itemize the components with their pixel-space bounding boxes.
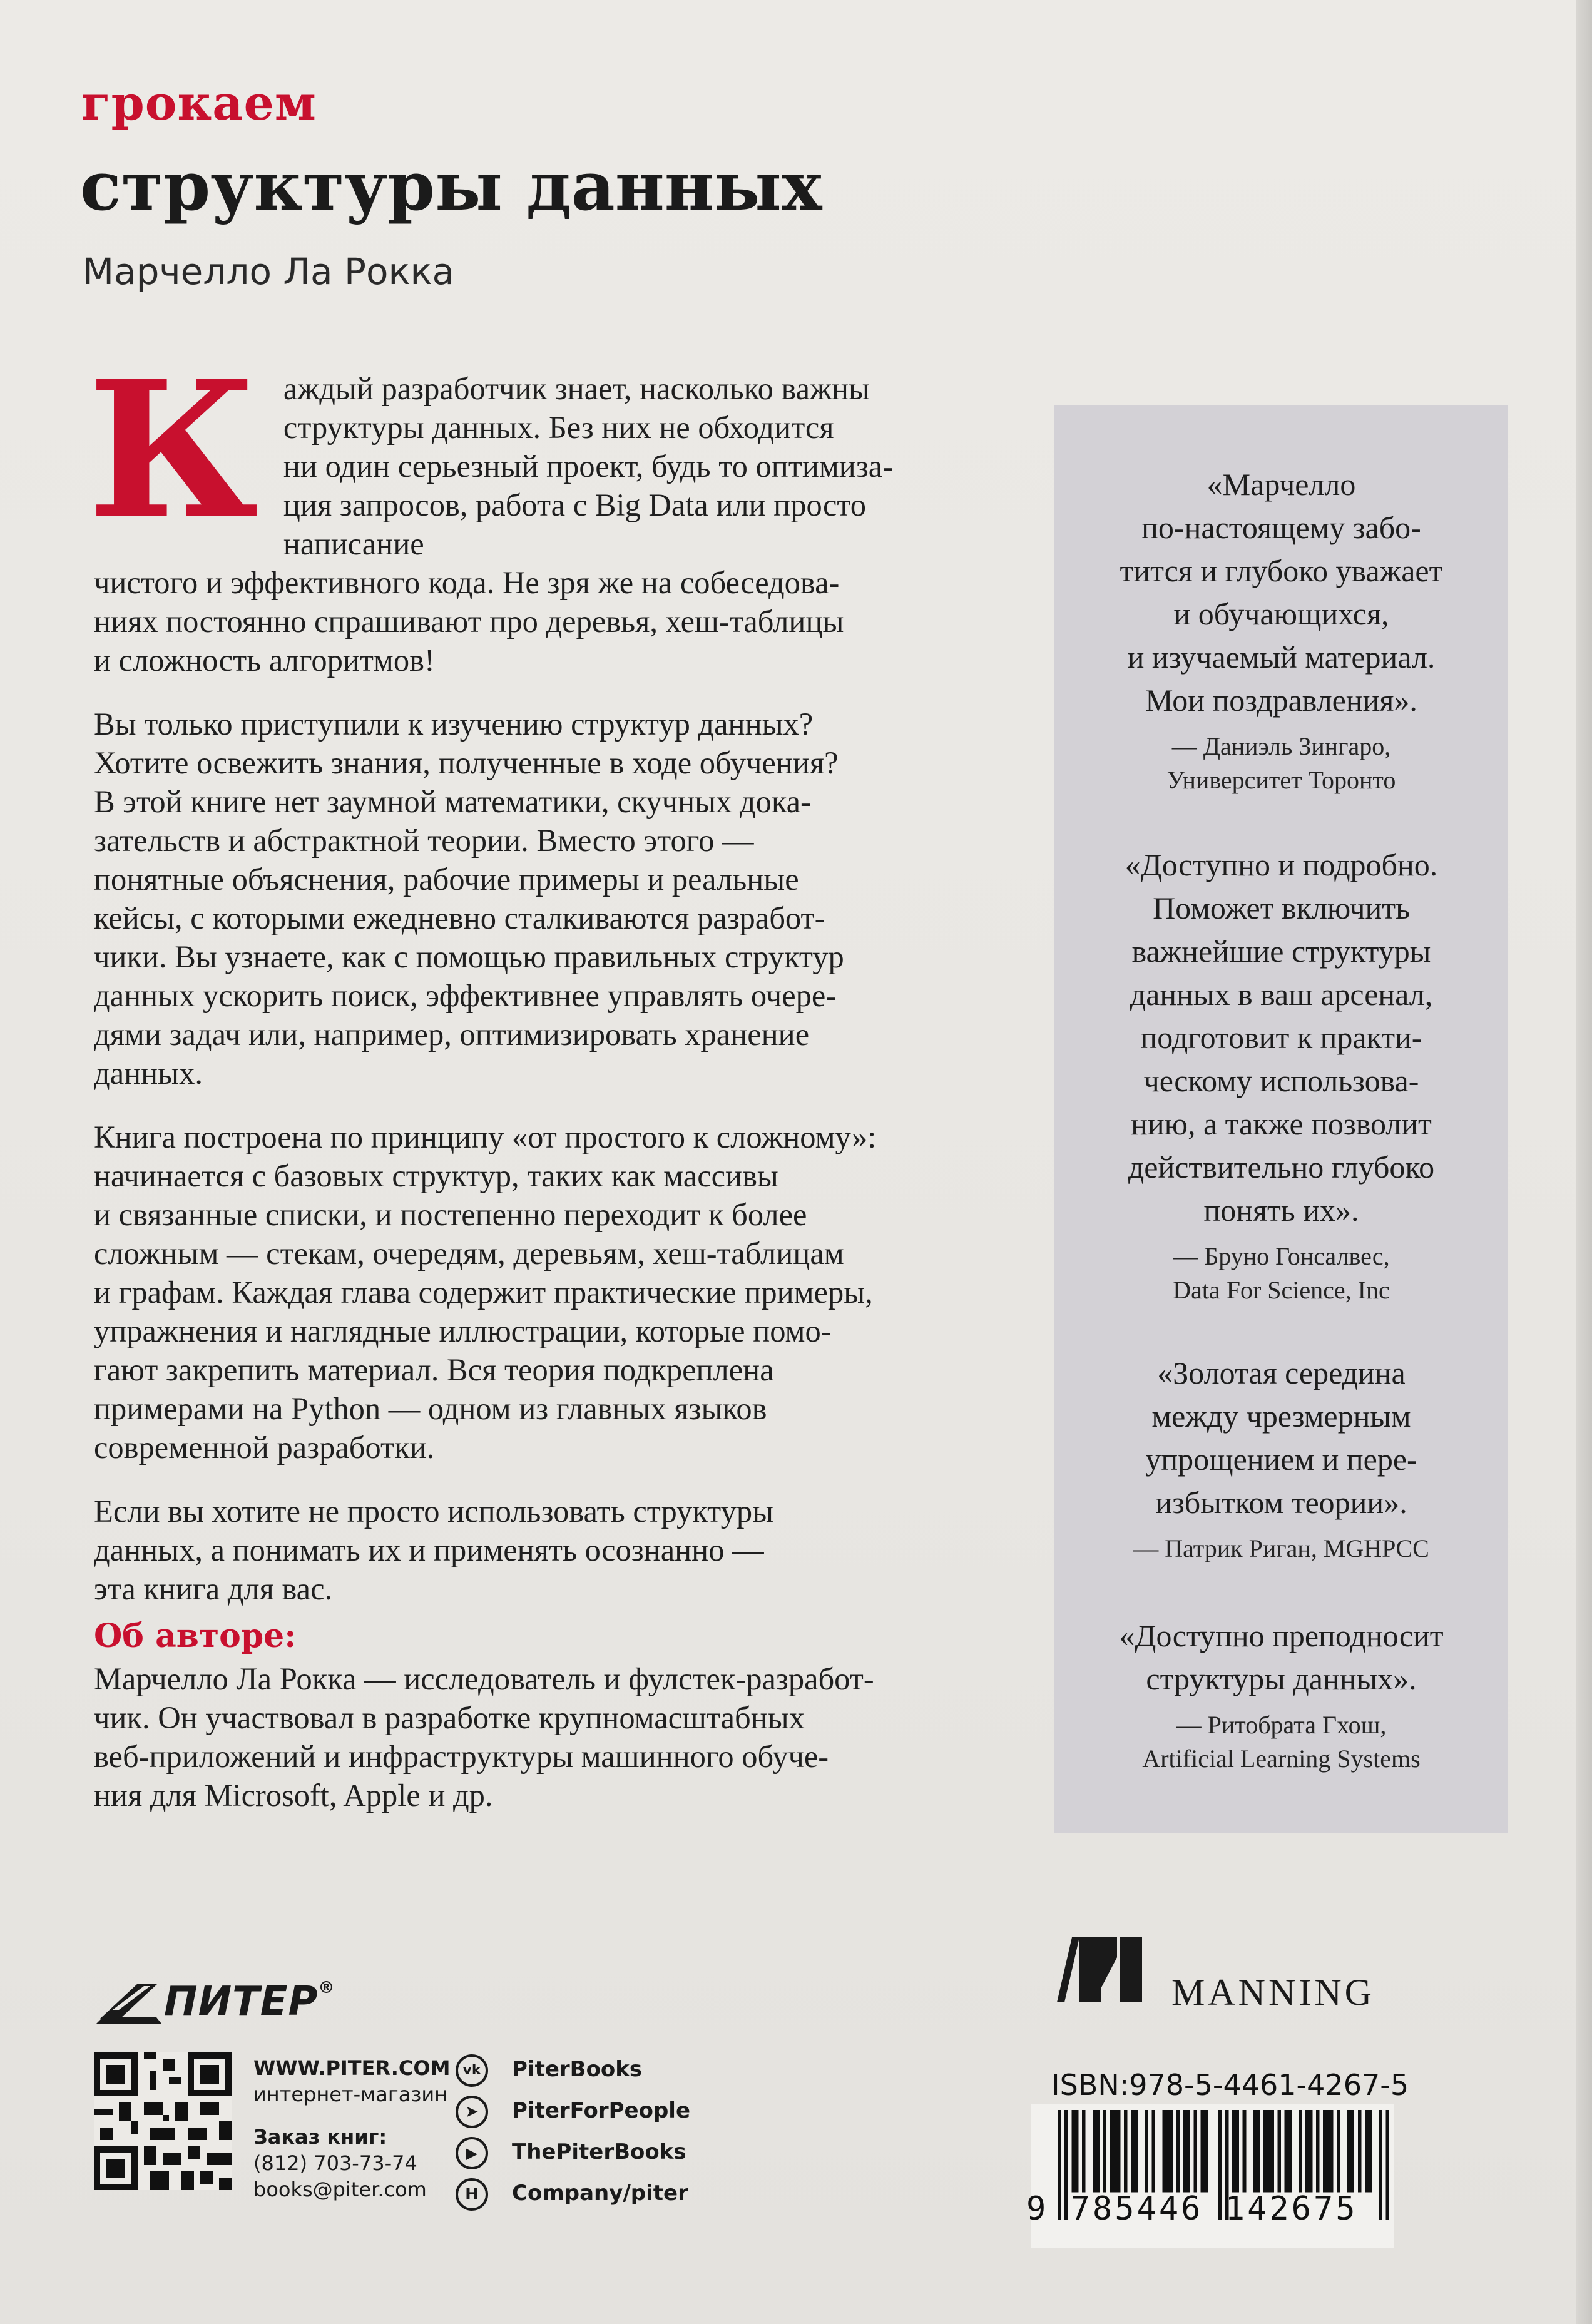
social-label: ThePiterBooks [512, 2139, 686, 2164]
quote-text [1054, 843, 1508, 1232]
play-icon: ▶ [456, 2137, 488, 2169]
quote-2 [1054, 843, 1508, 1307]
text-line: данных, а понимать их и применять осознанно — [94, 1532, 764, 1567]
quote-source [1054, 730, 1508, 797]
order-label: Заказ книг: [253, 2125, 387, 2149]
quote-source-line: — Ритобрата Гхош, [1176, 1711, 1387, 1739]
paragraph-3 [94, 1118, 982, 1467]
quote-line: понять их». [1203, 1193, 1359, 1228]
email-link[interactable]: books@piter.com [253, 2178, 427, 2201]
text-line: данных. [94, 1056, 203, 1091]
quote-line: «Доступно и подробно. [1125, 847, 1438, 882]
text-line: Марчелло Ла Рокка — исследователь и фулстек-разработ- [94, 1661, 874, 1696]
quote-1 [1054, 463, 1508, 797]
quote-line: и обучающихся, [1173, 596, 1389, 631]
telegram-icon: ➤ [456, 2096, 488, 2128]
text-line: дями задач или, например, оптимизировать хранение [94, 1017, 810, 1052]
quote-source [1054, 1532, 1508, 1566]
manning-name: MANNING [1171, 1972, 1375, 2013]
text-line: упражнения и наглядные иллюстрации, которые помо- [94, 1313, 832, 1348]
quote-line: между чрезмерным [1151, 1399, 1411, 1434]
website-link[interactable]: WWW.PITER.COM [253, 2056, 451, 2080]
isbn-label: ISBN:978-5-4461-4267-5 [1051, 2068, 1409, 2102]
text-line: начинается с базовых структур, таких как массивы [94, 1158, 778, 1193]
text-line: чистого и эффективного кода. Не зря же на собеседова- [94, 565, 840, 600]
text-line: В этой книге нет заумной математики, скучных дока- [94, 784, 811, 819]
quote-line: важнейшие структуры [1131, 934, 1431, 969]
text-line: кейсы, с которыми ежедневно сталкиваются разработ- [94, 900, 825, 935]
text-line: Если вы хотите не просто использовать структуры [94, 1494, 773, 1529]
quote-source-line: Университет Торонто [1166, 766, 1396, 794]
text-line: понятные объяснения, рабочие примеры и реальные [94, 862, 799, 897]
text-line: аждый разработчик знает, насколько важны [283, 371, 870, 406]
quote-source-line: Data For Science, Inc [1173, 1276, 1390, 1304]
quote-line: «Доступно преподносит [1119, 1618, 1444, 1653]
quote-source-line: Artificial Learning Systems [1142, 1745, 1421, 1773]
social-label: PiterBooks [512, 2057, 643, 2082]
quote-line: действительно глубоко [1128, 1149, 1435, 1185]
cover-edge [1576, 0, 1592, 2324]
quote-text [1054, 1352, 1508, 1524]
quote-3 [1054, 1352, 1508, 1566]
text-line: ниях постоянно спрашивают про деревья, хеш-таблицы [94, 604, 844, 639]
book-author: Марчелло Ла Рокка [83, 250, 455, 293]
text-line: и графам. Каждая глава содержит практичеcкие примеры, [94, 1275, 873, 1310]
book-title: структуры данных [80, 147, 822, 226]
text-line: гают закрепить материал. Вся теория подкреплена [94, 1352, 774, 1387]
registered-mark: ® [318, 1979, 335, 1997]
description [88, 339, 982, 1840]
quote-line: «Золотая середина [1157, 1355, 1406, 1390]
text-line: зательств и абстрактной теории. Вместо этого — [94, 823, 754, 858]
quotes-panel [1054, 405, 1508, 1833]
quote-line: по-настоящему забо- [1141, 510, 1421, 545]
habr-icon: H [456, 2178, 488, 2211]
social-label: Company/piter [512, 2181, 688, 2206]
paragraph-4 [94, 1492, 982, 1608]
quote-line: «Марчелло [1207, 467, 1356, 502]
text-line: Хотите освежить знания, полученные в ходе обучения? [94, 745, 839, 780]
manning-logo-icon [1054, 1932, 1155, 2007]
quote-line: ческому использова- [1143, 1063, 1419, 1098]
quote-text [1054, 1614, 1508, 1701]
text-line: Книга построена по принципу «от простого к сложному»: [94, 1119, 877, 1154]
text-line: веб-приложений и инфраструктуры машинного обуче- [94, 1739, 829, 1774]
quote-line: упрощением и пере- [1145, 1442, 1417, 1477]
qr-code-icon [94, 2052, 232, 2190]
publisher-name: ПИТЕР [164, 1979, 319, 2025]
text-line: ния для Microsoft, Apple и др. [94, 1778, 493, 1813]
drop-cap: К [88, 339, 258, 560]
about-author-text [94, 1659, 982, 1815]
text-line: чики. Вы узнаете, как с помощью правильных структур [94, 939, 844, 974]
website-caption: интернет-магазин [253, 2082, 448, 2106]
quote-line: подготовит к практи- [1140, 1020, 1422, 1055]
quote-line: избытком теории». [1155, 1485, 1407, 1520]
paragraph-2 [94, 705, 982, 1093]
phone-number: (812) 703-73-74 [253, 2151, 417, 2175]
quote-source-line: — Бруно Гонсалвес, [1173, 1242, 1390, 1270]
quote-source [1054, 1708, 1508, 1776]
quote-source-line: — Патрик Риган, MGHPCC [1133, 1534, 1429, 1562]
text-line: и сложность алгоритмов! [94, 643, 435, 678]
vk-icon: vk [456, 2054, 488, 2087]
piter-name [164, 1979, 335, 2025]
text-line: Вы только приступили к изучению структур данных? [94, 706, 814, 742]
quote-line: и изучаемый материал. [1127, 640, 1436, 675]
text-line: сложным — стекам, очередям, деревьям, хеш-таблицам [94, 1236, 844, 1271]
text-line: ция запросов, работа с Big Data или просто написание [283, 487, 867, 561]
text-line: эта книга для вас. [94, 1571, 333, 1606]
quote-line: нию, а также позволит [1131, 1106, 1432, 1141]
quote-line: Поможет включить [1153, 890, 1410, 925]
text-line: современной разработки. [94, 1430, 435, 1465]
quote-source [1054, 1240, 1508, 1307]
quote-source-line: — Даниэль Зингаро, [1171, 732, 1391, 760]
barcode-digits: 9 785446 142675 [1026, 2190, 1358, 2228]
social-label: PiterForPeople [512, 2098, 691, 2123]
contact-info [253, 2055, 450, 2203]
quote-text [1054, 463, 1508, 722]
about-author-heading: Об авторе: [94, 1617, 297, 1655]
text-line: ни один серьезный проект, будь то оптимиза- [283, 449, 894, 484]
quote-line: структуры данных». [1146, 1661, 1417, 1696]
quote-line: Мои поздравления». [1145, 683, 1417, 718]
quote-line: тится и глубоко уважает [1120, 553, 1443, 588]
series-title: грокаем [81, 75, 317, 131]
text-line: примерами на Python — одном из главных языков [94, 1391, 767, 1426]
quote-4 [1054, 1614, 1508, 1776]
text-line: структуры данных. Без них не обходится [283, 410, 834, 445]
text-line: данных ускорить поиск, эффективнее управлять очере- [94, 978, 837, 1013]
text-line: чик. Он участвовал в разработке крупномасштабных [94, 1700, 805, 1735]
quote-line: данных в ваш арсенал, [1130, 977, 1433, 1012]
text-line: и связанные списки, и постепенно переходит к более [94, 1197, 807, 1232]
